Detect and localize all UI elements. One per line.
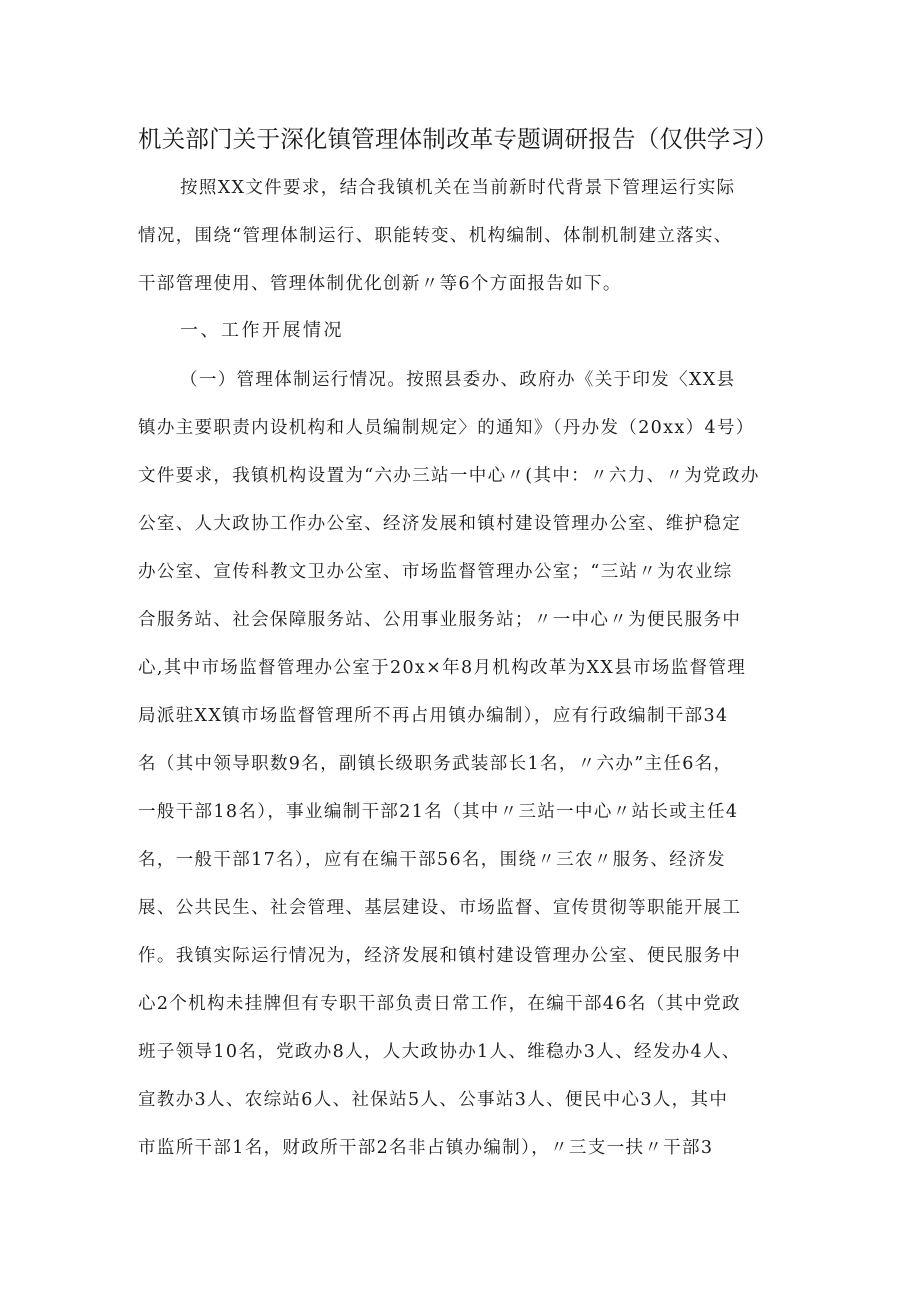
paragraph-line: 一般干部18名），事业编制干部21名（其中〃三站一中心〃站长或主任4 (138, 802, 739, 822)
paragraph-line: 名（其中领导职数9名，副镇长级职务武装部长1名，〃六办”主任6名， (138, 754, 733, 774)
paragraph-line: 展、公共民生、社会管理、基层建设、市场监督、宣传贯彻等职能开展工 (138, 898, 742, 918)
document-title: 机关部门关于深化镇管理体制改革专题调研报告（仅供学习） (138, 125, 778, 153)
paragraph-line: 镇办主要职责内设机构和人员编制规定〉的通知》（丹办发（20xx）4号） (138, 418, 755, 438)
intro-line: 干部管理使用、管理体制优化创新〃等6个方面报告如下。 (138, 274, 622, 294)
intro-line: 按照XX文件要求，结合我镇机关在当前新时代背景下管理运行实际 (180, 178, 736, 198)
paragraph-line: 作。我镇实际运行情况为，经济发展和镇村建设管理办公室、便民服务中 (138, 946, 742, 966)
paragraph-line: 文件要求，我镇机构设置为“六办三站一中心〃(其中：〃六力、〃为党政办 (138, 466, 760, 486)
paragraph-line: （一）管理体制运行情况。按照县委办、政府办《关于印发〈XX县 (180, 370, 736, 390)
paragraph-line: 合服务站、社会保障服务站、公用事业服务站；〃一中心〃为便民服务中 (138, 610, 742, 630)
section-paragraph (138, 356, 798, 1172)
paragraph-line: 办公室、宣传科教文卫办公室、市场监督管理办公室；“三站〃为农业综 (138, 562, 733, 582)
paragraph-line: 名，一般干部17名），应有在编干部56名，围绕〃三农〃服务、经济发 (138, 850, 726, 870)
paragraph-line: 心,其中市场监督管理办公室于20x×年8月机构改革为XX县市场监督管理 (138, 658, 747, 678)
paragraph-line: 公室、人大政协工作办公室、经济发展和镇村建设管理办公室、维护稳定 (138, 514, 742, 534)
paragraph-line: 班子领导10名，党政办8人，人大政协办1人、维稳办3人、经发办4人、 (138, 1042, 741, 1062)
paragraph-line: 心2个机构未挂牌但有专职干部负责日常工作，在编干部46名（其中党政 (138, 994, 741, 1014)
section-heading: 一、工作开展情况 (180, 320, 344, 341)
paragraph-line: 局派驻XX镇市场监督管理所不再占用镇办编制），应有行政编制干部34 (138, 706, 729, 726)
paragraph-line: 宣教办3人、农综站6人、社保站5人、公事站3人、便民中心3人，其中 (138, 1090, 729, 1110)
intro-paragraph (138, 164, 798, 308)
intro-line: 情况，围绕“管理体制运行、职能转变、机构编制、体制机制建立落实、 (138, 226, 733, 246)
paragraph-line: 市监所干部1名，财政所干部2名非占镇办编制），〃三支一扶〃干部3 (138, 1138, 714, 1158)
